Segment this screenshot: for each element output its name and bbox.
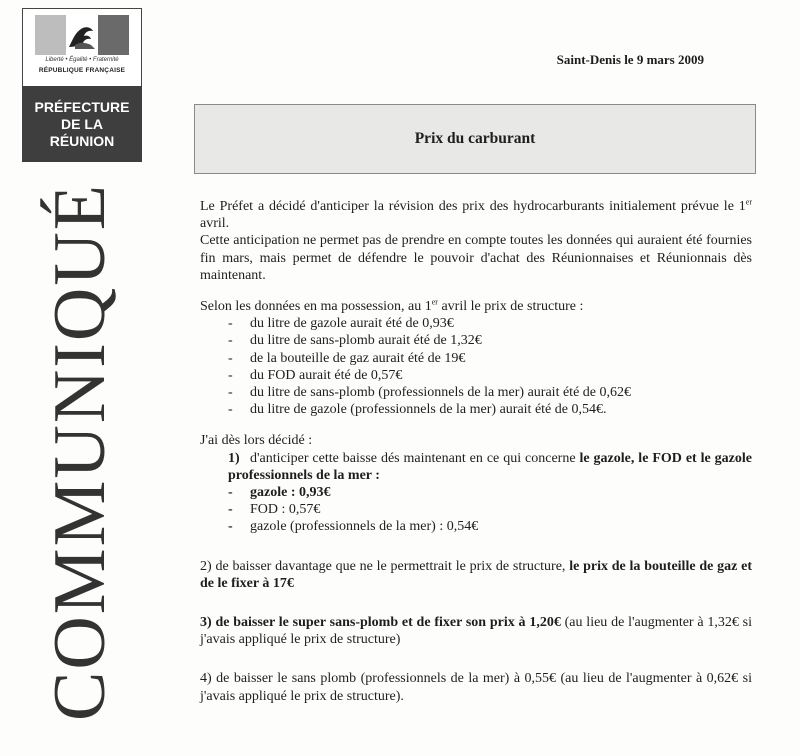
intro-paragraph: Cette anticipation ne permet pas de prendre en compte toutes les données qui auraient été fournies fin mars, mais permet de défendre le pouvoir d'achat des Réunionnaises et Réunionnais dès maintenant. [200, 233, 752, 283]
title-box [194, 104, 756, 174]
date-line: Saint-Denis le 9 mars 2009 [556, 52, 704, 67]
decision-2: 2) de baisser davantage que ne le permettrait le prix de structure, le prix de la bouteille de gaz et de le fixer à 17€ [200, 558, 752, 591]
republic-label: RÉPUBLIQUE FRANÇAISE [38, 67, 126, 74]
page-title: Prix du carburant [414, 130, 536, 147]
list-item: - de la bouteille de gaz aurait été de 19€ [228, 350, 752, 367]
list-item: - FOD : 0,57€ [228, 501, 752, 518]
list-item: - gazole : 0,93€ [228, 484, 752, 501]
marianne-icon [35, 15, 129, 55]
republic-logo [22, 8, 142, 88]
list-item: - du litre de sans-plomb aurait été de 1,32€ [228, 332, 752, 349]
structure-list [200, 315, 752, 418]
decision-1: 1) d'anticiper cette baisse dés maintenant en ce qui concerne le gazole, le FOD et le gazole professionnels de la mer : [228, 450, 753, 483]
document-body [200, 198, 752, 705]
intro-paragraph: Le Préfet a décidé d'anticiper la révision des prix des hydrocarburants initialement prévue le 1er avril. [200, 197, 752, 232]
list-item: - du litre de sans-plomb (professionnels de la mer) aurait été de 0,62€ [228, 384, 752, 401]
list-item: - du FOD aurait été de 0,57€ [228, 367, 752, 384]
list-item: - du litre de gazole (professionnels de la mer) aurait été de 0,54€. [228, 401, 752, 418]
list-item: - du litre de gazole aurait été de 0,93€ [228, 315, 752, 332]
prefecture-block [22, 86, 142, 162]
structure-lead: Selon les données en ma possession, au 1er avril le prix de structure : [200, 297, 584, 315]
decision-1-list [200, 484, 752, 536]
list-item: - gazole (professionnels de la mer) : 0,54€ [228, 518, 752, 535]
prefecture-line: RÉUNION [49, 132, 115, 149]
decisions-lead: J'ai dès lors décidé : [200, 433, 313, 449]
motto: Liberté • Égalité • Fraternité [45, 57, 119, 63]
vertical-title: COMMUNIQUÉ [39, 183, 121, 721]
prefecture-line: PRÉFECTURE [34, 98, 130, 115]
decision-4: 4) de baisser le sans plomb (professionnels de la mer) à 0,55€ (au lieu de l'augmenter à 0,62€ si j'avais appliqué le prix de structure). [200, 671, 752, 704]
prefecture-line: DE LA [61, 115, 103, 132]
decision-3: 3) de baisser le super sans-plomb et de fixer son prix à 1,20€ (au lieu de l'augmenter à 1,32€ si j'avais appliqué le prix de structure) [200, 615, 752, 648]
